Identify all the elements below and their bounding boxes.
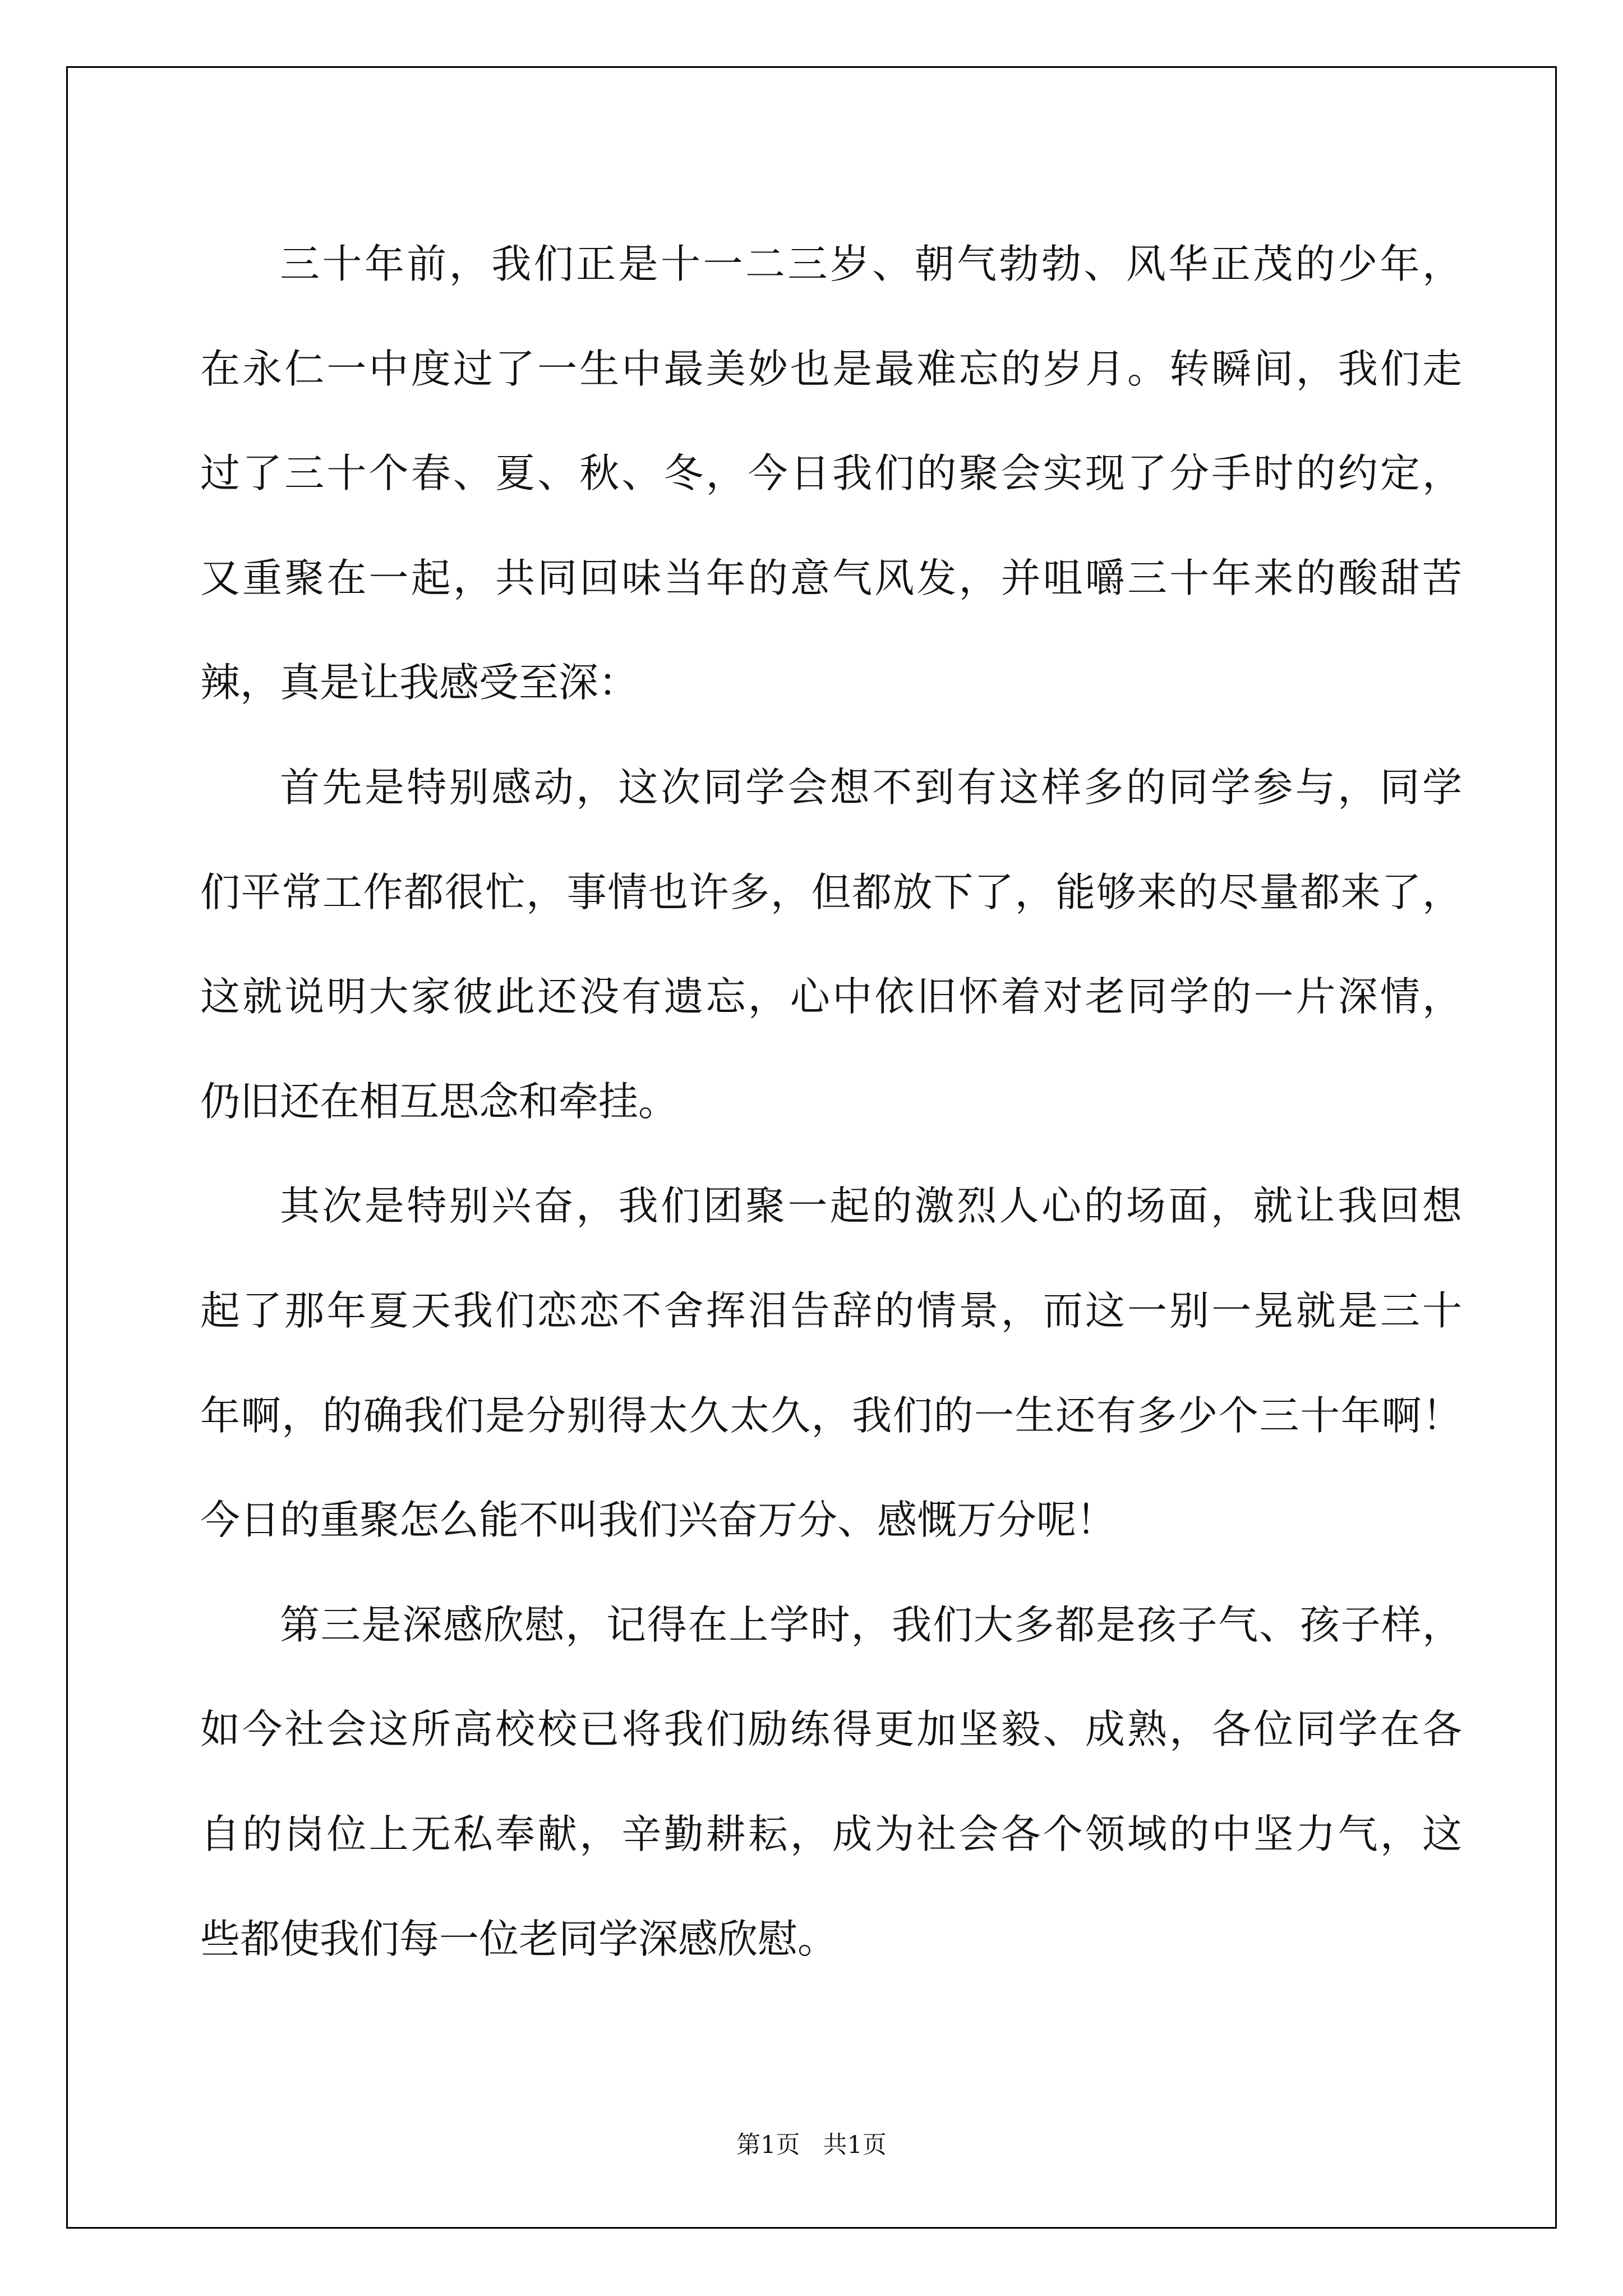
text-line: 些都使我们每一位老同学深感欣慰。 [200,1915,838,1962]
text-line: 又重聚在一起，共同回味当年的意气风发，并咀嚼三十年来的酸甜苦 [200,554,1462,601]
text-line: 第三是深感欣慰，记得在上学时，我们大多都是孩子气、孩子样， [280,1601,1462,1648]
text-line: 辣，真是让我感受至深： [200,659,639,706]
text-line: 年啊，的确我们是分别得太久太久，我们的一生还有多少个三十年啊！ [200,1392,1462,1439]
text-line: 今日的重聚怎么能不叫我们兴奋万分、感慨万分呢！ [200,1497,1117,1544]
text-line: 在永仁一中度过了一生中最美妙也是最难忘的岁月。转瞬间，我们走 [200,345,1462,392]
document-body [200,212,1462,1991]
text-line: 起了那年夏天我们恋恋不舍挥泪告辞的情景，而这一别一晃就是三十 [200,1287,1462,1334]
text-line: 其次是特别兴奋，我们团聚一起的激烈人心的场面，就让我回想 [280,1182,1462,1230]
text-line: 过了三十个春、夏、秋、冬，今日我们的聚会实现了分手时的约定， [200,450,1462,497]
text-line: 首先是特别感动，这次同学会想不到有这样多的同学参与，同学 [280,763,1462,811]
text-line: 如今社会这所高校校已将我们励练得更加坚毅、成熟，各位同学在各 [200,1706,1462,1753]
paragraph-4 [200,1573,1462,1991]
text-line: 自的岗位上无私奉献，辛勤耕耘，成为社会各个领域的中坚力气，这 [200,1810,1462,1857]
paragraph-2 [200,735,1462,1154]
text-line: 仍旧还在相互思念和牵挂。 [200,1078,679,1125]
text-line: 三十年前，我们正是十一二三岁、朝气勃勃、风华正茂的少年， [280,241,1462,287]
paragraph-1 [200,212,1462,735]
page-footer: 第1页 共1页 [736,2131,887,2159]
paragraph-3 [200,1154,1462,1572]
text-line: 们平常工作都很忙，事情也许多，但都放下了，能够来的尽量都来了， [200,868,1462,915]
text-line: 这就说明大家彼此还没有遗忘，心中依旧怀着对老同学的一片深情， [200,973,1462,1020]
